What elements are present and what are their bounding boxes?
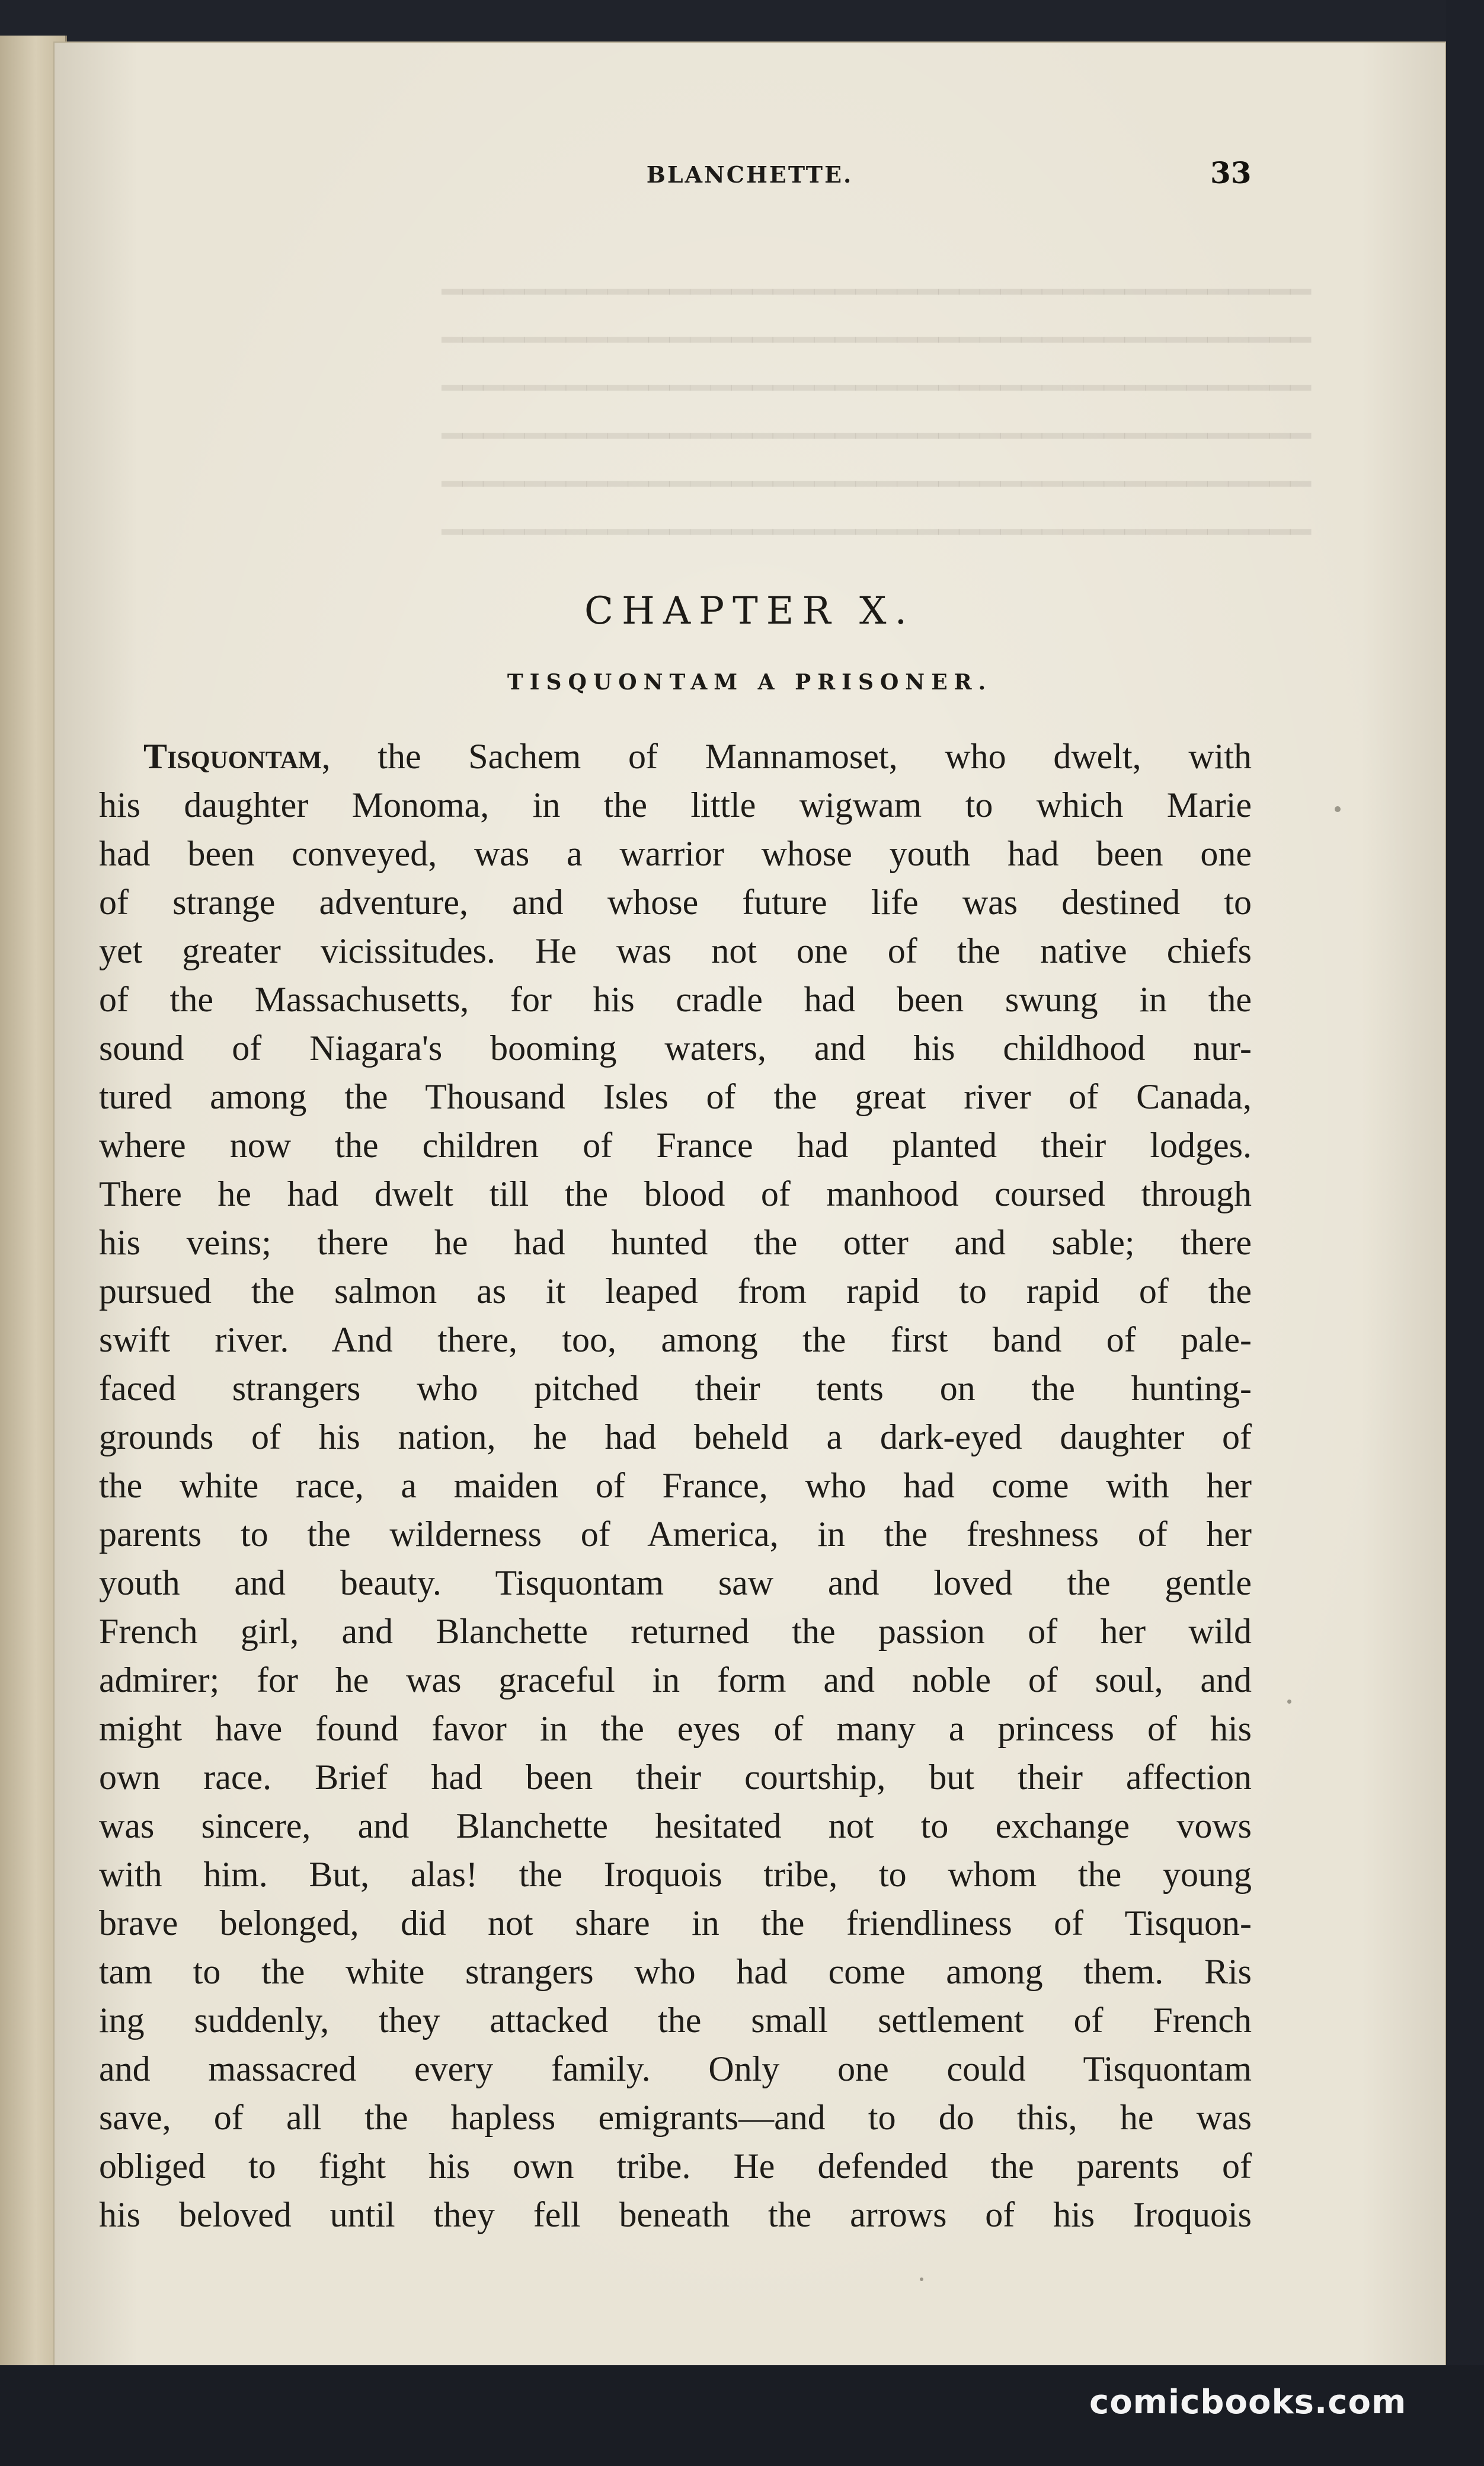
text-line: There he had dwelt till the blood of manhood coursed through [99,1174,1252,1213]
text-line: pursued the salmon as it leaped from rapid to rapid of the [99,1272,1252,1311]
text-line: own race. Brief had been their courtship, but their affection [99,1758,1252,1797]
text-line: tured among the Thousand Isles of the great river of Canada, [99,1077,1252,1116]
text-line: parents to the wilderness of America, in the freshness of her [99,1515,1252,1554]
text-line: grounds of his nation, he had beheld a dark-eyed daughter of [99,1417,1252,1456]
text-line: obliged to fight his own tribe. He defended the parents of [99,2146,1252,2186]
text-line: the white race, a maiden of France, who had come with her [99,1466,1252,1505]
text-line: where now the children of France had planted their lodges. [99,1126,1252,1165]
chapter-subtitle: TISQUONTAM A PRISONER. [507,670,993,695]
text-line: sound of Niagara's booming waters, and his childhood nur- [99,1028,1252,1068]
text-line: his beloved until they fell beneath the arrows of his Iroquois [99,2195,1252,2234]
page-number: 33 [1210,155,1252,190]
paper-speck [1335,806,1341,812]
watermark-text: comicbooks.com [1089,2383,1407,2422]
running-head: BLANCHETTE. [646,161,853,188]
paper-speck [1287,1700,1291,1704]
lead-word: Tisquontam [143,737,322,776]
text-line: his veins; there he had hunted the otter and sable; there [99,1223,1252,1262]
text-line: faced strangers who pitched their tents on the hunting- [99,1369,1252,1408]
text-line: of the Massachusetts, for his cradle had been swung in the [99,980,1252,1019]
text-line: ing suddenly, they attacked the small settlement of French [99,2001,1252,2040]
scan-border-right [1446,0,1484,2466]
text-line: swift river. And there, too, among the first band of pale- [99,1320,1252,1359]
text-line: and massacred every family. Only one could Tisquontam [99,2049,1252,2088]
text-line: was sincere, and Blanchette hesitated not to exchange vows [99,1806,1252,1845]
book-page [55,43,1445,2374]
text-line: of strange adventure, and whose future life was destined to [99,883,1252,922]
text-line: admirer; for he was graceful in form and noble of soul, and [99,1660,1252,1700]
text-line: French girl, and Blanchette returned the passion of her wild [99,1612,1252,1651]
scan-border-top [0,0,1484,47]
text-line: had been conveyed, was a warrior whose youth had been one [99,834,1252,873]
text-line: yet greater vicissitudes. He was not one of the native chiefs [99,931,1252,970]
text-line: might have found favor in the eyes of many a princess of his [99,1709,1252,1748]
text-line: brave belonged, did not share in the friendliness of Tisquon- [99,1903,1252,1943]
text-line: his daughter Monoma, in the little wigwam to which Marie [99,785,1252,825]
text-line: youth and beauty. Tisquontam saw and loved the gentle [99,1563,1252,1602]
body-paragraph [99,732,1252,2239]
bleed-through-text: ━━━━━━━━━━━━━━━━━━━━━━━━━━━━━━━━━━━━━━━━━━ ━━━━━━━━━━━━━━━━━━━━━━━━━━━━━━━━━━━━━━━━━━ ━━━━━━━━━━━━━━━━━━━━━━━━━━━━━━━━━━━━━━━━━━ ━━━━━━━━━━━━━━━━━━━━━━━━━━━━━━━━━━━━━━━━━━ ━━━━━━━━━━━━━━━━━━━━━━━━━━━━━━━━━━━━━━━━━━ ━━━━━━━━━━━━━━━━━━━━━━━━━━━━━━━━━━━━━━━━━━ [442,273,1311,551]
text-line: save, of all the hapless emigrants—and to do this, he was [99,2098,1252,2137]
chapter-title: CHAPTER X. [584,589,915,633]
text-line: Tisquontam, the Sachem of Mannamoset, who dwelt, with [143,737,1252,776]
text-line: tam to the white strangers who had come among them. Ris [99,1952,1252,1991]
paper-speck [920,2277,923,2281]
text-line: with him. But, alas! the Iroquois tribe, to whom the young [99,1855,1252,1894]
